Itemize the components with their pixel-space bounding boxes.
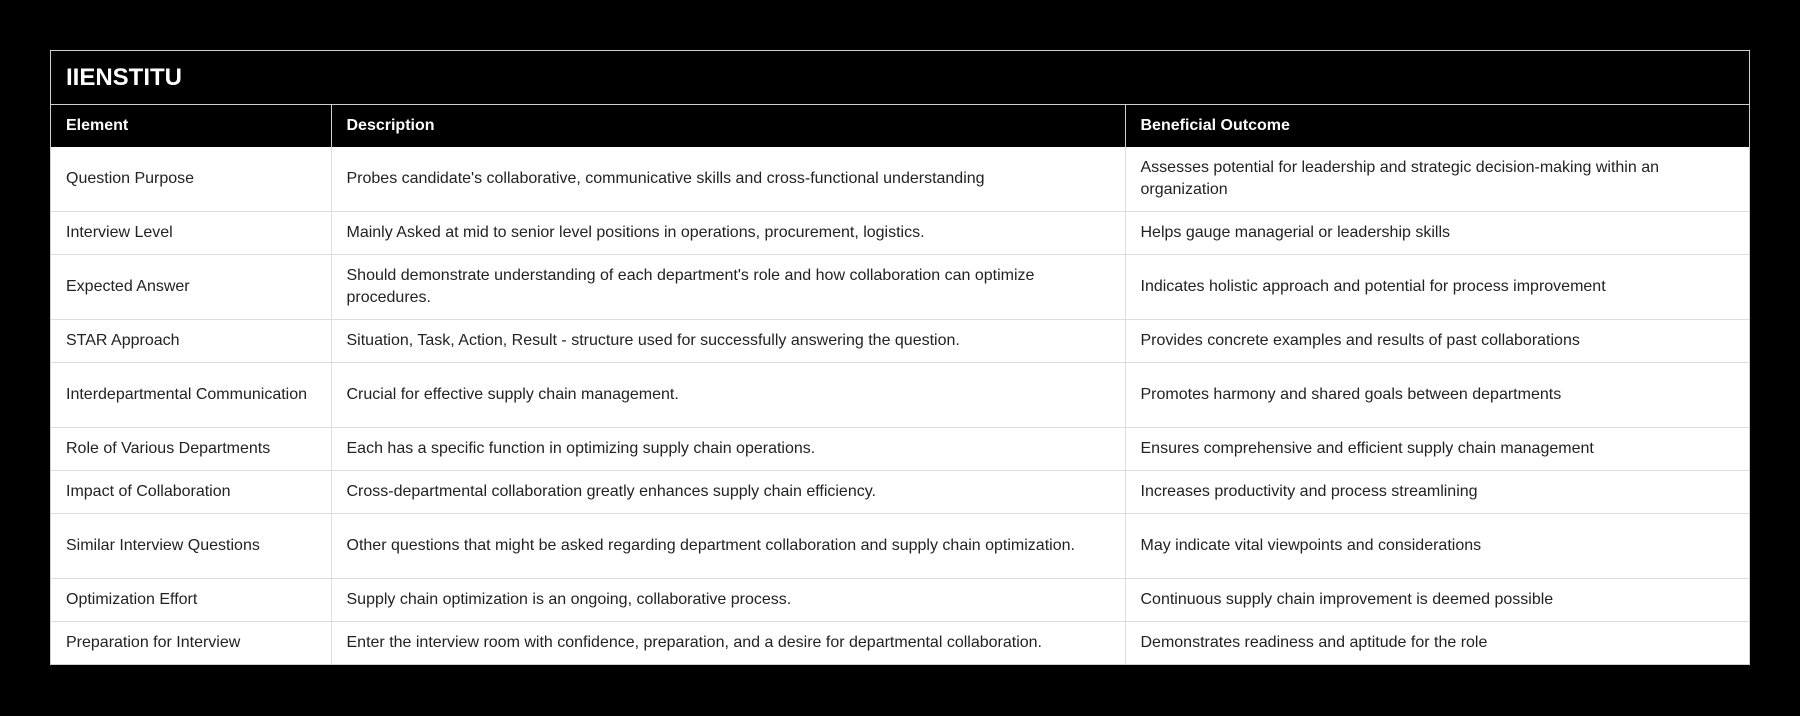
cell-description: Probes candidate's collaborative, communicative skills and cross-functional understanding: [331, 147, 1125, 212]
cell-element: Role of Various Departments: [51, 428, 331, 471]
table-row: [51, 471, 1749, 514]
cell-description: Situation, Task, Action, Result - structure used for successfully answering the question.: [331, 320, 1125, 363]
cell-description: Crucial for effective supply chain management.: [331, 363, 1125, 428]
table-row: [51, 212, 1749, 255]
table-row: [51, 622, 1749, 665]
cell-outcome: Demonstrates readiness and aptitude for the role: [1125, 622, 1749, 665]
table-row: [51, 147, 1749, 212]
data-table-container: [50, 50, 1750, 665]
table-row: [51, 514, 1749, 579]
cell-outcome: Provides concrete examples and results of past collaborations: [1125, 320, 1749, 363]
cell-description: Enter the interview room with confidence, preparation, and a desire for departmental collaboration.: [331, 622, 1125, 665]
table-row: [51, 579, 1749, 622]
cell-description: Each has a specific function in optimizing supply chain operations.: [331, 428, 1125, 471]
cell-outcome: May indicate vital viewpoints and considerations: [1125, 514, 1749, 579]
column-header-outcome: Beneficial Outcome: [1125, 105, 1749, 147]
cell-outcome: Assesses potential for leadership and strategic decision-making within an organization: [1125, 147, 1749, 212]
cell-outcome: Ensures comprehensive and efficient supply chain management: [1125, 428, 1749, 471]
cell-description: Cross-departmental collaboration greatly enhances supply chain efficiency.: [331, 471, 1125, 514]
cell-element: Interdepartmental Communication: [51, 363, 331, 428]
cell-element: Expected Answer: [51, 255, 331, 320]
column-header-element: Element: [51, 105, 331, 147]
cell-outcome: Helps gauge managerial or leadership skills: [1125, 212, 1749, 255]
cell-element: STAR Approach: [51, 320, 331, 363]
cell-description: Other questions that might be asked regarding department collaboration and supply chain optimization.: [331, 514, 1125, 579]
cell-outcome: Increases productivity and process streamlining: [1125, 471, 1749, 514]
cell-element: Impact of Collaboration: [51, 471, 331, 514]
table-row: [51, 320, 1749, 363]
header-row: [51, 105, 1749, 147]
cell-element: Preparation for Interview: [51, 622, 331, 665]
column-header-description: Description: [331, 105, 1125, 147]
cell-element: Similar Interview Questions: [51, 514, 331, 579]
cell-outcome: Promotes harmony and shared goals between departments: [1125, 363, 1749, 428]
cell-description: Should demonstrate understanding of each department's role and how collaboration can optimize procedures.: [331, 255, 1125, 320]
cell-outcome: Continuous supply chain improvement is deemed possible: [1125, 579, 1749, 622]
table-title: IIENSTITU: [51, 51, 1749, 105]
cell-element: Optimization Effort: [51, 579, 331, 622]
table-row: [51, 363, 1749, 428]
cell-description: Supply chain optimization is an ongoing, collaborative process.: [331, 579, 1125, 622]
cell-description: Mainly Asked at mid to senior level positions in operations, procurement, logistics.: [331, 212, 1125, 255]
cell-element: Interview Level: [51, 212, 331, 255]
table-row: [51, 255, 1749, 320]
cell-element: Question Purpose: [51, 147, 331, 212]
data-table: [51, 105, 1749, 664]
cell-outcome: Indicates holistic approach and potential for process improvement: [1125, 255, 1749, 320]
table-row: [51, 428, 1749, 471]
